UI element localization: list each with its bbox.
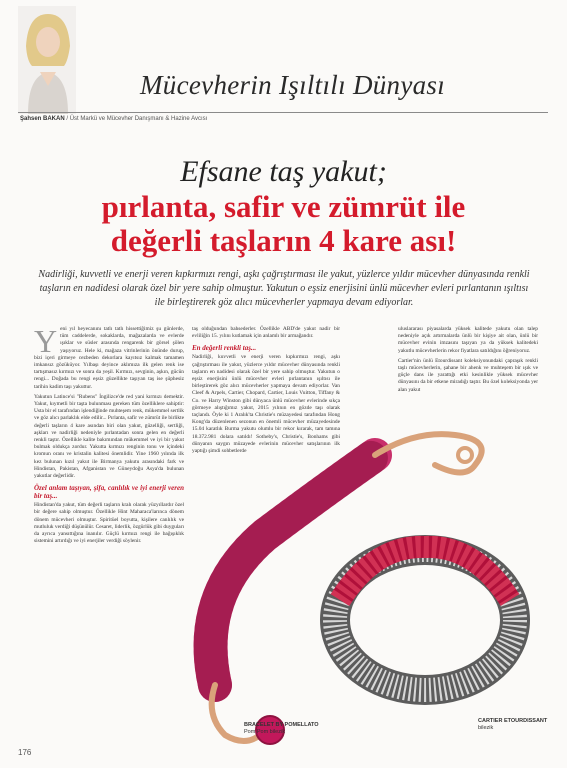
col1-subheading: Özel anlam taşıyan, şifa, canlılık ve iyi enerji veren bir taş... <box>34 484 184 501</box>
author-portrait <box>18 6 76 114</box>
col3-paragraph-2: Cartier'nin ünlü Etourdissant koleksiyonundaki çapraşık renkli taşlı mücevherlerin, şahane bir ahenk ve muhteşem bir ışık ve güçle dans ile yarattığı etki kesinlikle yüksek mücevher dünyasını da bir etkene miradığı taştır. Bu özel koleksiyonda yer alan yakut <box>398 357 538 393</box>
drop-cap: Y <box>34 323 58 359</box>
caption-pomellato-detail: Pom Pom bilezik <box>244 728 285 735</box>
byline-role: / Üst Markü ve Mücevher Danışmanı & Hazine Avcısı <box>64 116 208 122</box>
jewelry-photo <box>175 395 555 755</box>
col3-paragraph-1: uluslararası piyasalarda yüksek kalitede yakutu olan talep nedeniyle açık artırmalarda ünlü bir kişiye ait olan, ünlü bir mücevher evinin imzasını taşıyan ya da yüksek kalitedeki yakutlu mücevherlerin rekor fiyatlara satıldığını öğreniyoruz. <box>398 326 538 354</box>
caption-pomellato <box>244 722 319 735</box>
body-column-3 <box>398 326 538 397</box>
caption-cartier-detail: bilezik <box>478 724 494 731</box>
section-title: Mücevherin Işıltılı Dünyası <box>140 70 446 100</box>
col1-paragraph-2: Yakutun Latince'si "Rubens" İngilizce'de red yani kırmızı demektir. Yakut, kıymetli bir taşta bulunması gereken tüm özelliklere sahiptir: Usta bir el tarafından işlendiğinde muhteşem renk, mükemmel sertlik ve göz alıcı parlaklık elde edilir... Pırlanta, safir ve zümrüt ile birlikte değerli taşların 4 kare asından biri olan yakut, güzelliği, sertliği, aşkları ve nadirliği nedeniyle pırlantadan sonra gelen en değerli renkli taştır. Özellikle kalite bakımından mükemmel ve iyi bir yakut bulmak oldukça zordur. Yakutta kırmızı renginin tonu ve içindeki kromun oranı ve kristalin kalitesi önemlidir. Yine 1960 yılında ilk kez bulunan kızıl yakut ile Birmanya yakutu arasındaki fark ve Hindistan, Pakistan, Afganistan ve Güneydoğu Asya'da bulunan yakutlar değerlidir. <box>34 393 184 480</box>
page-number: 176 <box>18 748 32 757</box>
headline-line-1: Efsane taş yakut; <box>180 155 387 188</box>
headline-line-3: değerli taşların 4 kare ası! <box>110 223 457 258</box>
body-column-1 <box>34 323 184 548</box>
col2-subheading: En değerli renkli taş... <box>192 344 257 353</box>
intro-paragraph: Nadirliği, kuvvetli ve enerji veren kıpkırmızı rengi, aşkı çağrıştırması ile yakut, yüzlerce yıldır mücevher dünyasında renkli taşların en nadidesi olarak özel bir yere sahip olmuştur. Yakutun o eşsiz enerjisini ünlü mücevher evleri pırlantanın ışıltısı ile birleştirerek göz alıcı mücevherler yapmaya devam ediyorlar. <box>38 269 530 308</box>
col2-paragraph-2: Nadirliği, kuvvetli ve enerji veren kıpkırmızı rengi, aşkı çağrıştırması ile yakut, yüzlerce yıldır mücevher dünyasında renkli taşların en nadidesi olarak özel bir yere sahip olmuştur. Yakutun o eşsiz enerjisini ünlü mücevher evleri pırlantanın ışıltısı ile birleştirerek göz alıcı mücevherler yapmaya devam ediyorlar. Van Cleef & Arpels, Cartier, Chopard, Cartier, Louis Vuitton, Tiffany & Co. ve Harry Winston gibi dünyaca ünlü mücevher evlerinde sıkça görmeye alıştığımız yakut, 2015 yılının en gözde taşı olarak taçlandı. Öyle ki 1 Aralık'ta Christie's müzayedesi tarafından Hong Kong'da düzenlenen sezonun en önemli mücevher müzayedesinde 15.04 karatlık Burma yakutu olumlu bir rekor kırarak, tam tamına 18.372.981 dolara satıldı! Sotheby's, Christie's, Bonhams gibi dünyanın saygın müzayede evlerinin mücevher satışlarının ilk yaptığı şimdi sohbetlerde <box>192 354 340 455</box>
caption-pomellato-title: BRACELET BY POMELLATO <box>244 722 319 728</box>
headline-red <box>0 190 567 258</box>
caption-cartier-title: CARTIER ETOURDISSANT <box>478 718 548 724</box>
col2-paragraph-1: taş olduğundan bahsederler. Özellikle ABD'de yakut nadir bir evliliğin 15. yılını kutlamak için anlamlı bir armağandır. <box>192 326 340 340</box>
col1-paragraph-3: Hindistan'da yakut, tüm değerli taşların kralı olarak yüzyıllardır özel bir değere sahip olmuştur. Özellikle Hint Maharaca'larınca dönem dönem mücevheri olmuştur. Spiritüel boyutta, kişilere canlılık ve mutluluk verdiği düşünülür. Cesaret, liderlik, özgürlük gibi duyguları da ayrıca yansıttığına inanılır. Güçlü kırmızı rengi ile bağışıklık sistemini artırdığı ve iyi enerjiler verdiği söylenir. <box>34 502 184 545</box>
caption-cartier <box>478 718 547 731</box>
col1-paragraph-1: eni yıl heyecanını tatlı tatlı hissettiğimiz şu günlerde, tüm caddelerde, sokaklarda, mağazalarda ve evlerde ışıklar ve süsler arasında rengarenk bir görsel şölen yaşıyoruz. Hele ki, mağaza vitrinlerinin önünde durup, bizi içeri girmeye cezbeden dekorlara kayıtsız kalmak tamamen imkansız gözüküyor. Yılbaşı deyince aklımıza ilk gelen renk ise tartışmasız kırmızı ve sonra da yeşil. Kırmızı, sevginin, aşkın, gücün rengi... Doğada bu rengi eşsiz güzellikte taşıyan taş ise şüphesiz tarihin kadim taşı yakuttur. <box>34 326 184 390</box>
ruby-bangle <box>335 547 515 690</box>
byline <box>20 116 207 122</box>
header-divider <box>18 112 548 113</box>
headline-line-2: pırlanta, safir ve zümrüt ile <box>101 189 466 224</box>
byline-name: Şahsen BAKAN <box>20 116 65 122</box>
